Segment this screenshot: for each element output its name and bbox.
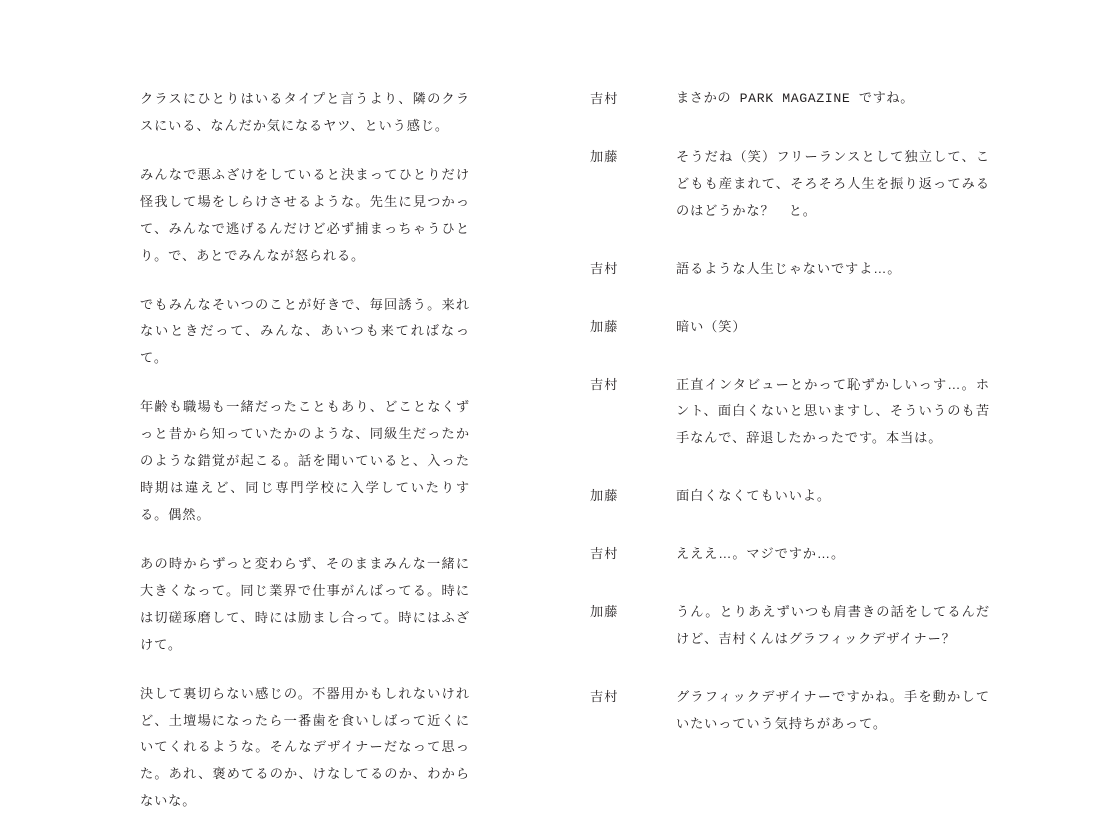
speaker-label: 吉村 xyxy=(590,688,619,704)
interview-exchange xyxy=(590,599,990,653)
speech-text: 正直インタビューとかって恥ずかしいっす…。ホント、面白くないと思いますし、そういうのも苦手なんで、辞退したかったです。本当は。 xyxy=(676,376,990,446)
speaker-label: 加藤 xyxy=(590,488,619,504)
interview-exchange xyxy=(590,372,990,453)
paragraph: みんなで悪ふざけをしていると決まってひとりだけ怪我して場をしらけさせるような。先生に見つかって、みんなで逃げるんだけど必ず捕まっちゃうひとり。で、あとでみんなが怒られる。 xyxy=(140,166,470,263)
speech-text: うん。とりあえずいつも肩書きの話をしてるんだけど、吉村くんはグラフィックデザイナー？ xyxy=(676,604,990,647)
interview-exchange xyxy=(590,541,990,568)
paragraph: 決して裏切らない感じの。不器用かもしれないけれど、土壇場になったら一番歯を食いしばって近くにいてくれるような。そんなデザイナーだなって思った。あれ、褒めてるのか、けなしてるのか、わからないな。 xyxy=(140,685,470,809)
speaker-label: 吉村 xyxy=(590,546,619,562)
speaker-label: 加藤 xyxy=(590,148,619,164)
paragraph: クラスにひとりはいるタイプと言うより、隣のクラスにいる、なんだか気になるヤツ、という感じ。 xyxy=(140,91,470,133)
paragraph: あの時からずっと変わらず、そのままみんな一緒に大きくなって。同じ業界で仕事がんばってる。時には切磋琢磨して、時には励まし合って。時にはふざけて。 xyxy=(140,555,470,652)
paragraph: でもみんなそいつのことが好きで、毎回誘う。来れないときだって、みんな、あいつも来てればなって。 xyxy=(140,296,470,366)
speech-text: 語るような人生じゃないですよ…。 xyxy=(676,260,902,276)
speech-text: そうだね（笑）フリーランスとして独立して、こどもも産まれて、そろそろ人生を振り返ってみるのはどうかな？ と。 xyxy=(676,148,990,218)
interview-exchange xyxy=(590,256,990,283)
left-column xyxy=(140,86,470,815)
interview-exchange xyxy=(590,144,990,225)
speech-text: えええ…。マジですか…。 xyxy=(676,546,846,562)
speech-text: グラフィックデザイナーですかね。手を動かしていたいっていう気持ちがあって。 xyxy=(676,688,990,731)
speech-text: 暗い（笑） xyxy=(676,318,747,334)
paragraph: 年齢も職場も一緒だったこともあり、どことなくずっと昔から知っていたかのような、同級生だったかのような錯覚が起こる。話を聞いていると、入った時期は違えど、同じ専門学校に入学していたりする。偶然。 xyxy=(140,399,470,522)
speaker-label: 加藤 xyxy=(590,604,619,620)
interview-exchange xyxy=(590,483,990,510)
speech-text: まさかの PARK MAGAZINE ですね。 xyxy=(676,91,915,106)
speech-text: 面白くなくてもいいよ。 xyxy=(676,488,831,504)
right-column xyxy=(590,86,990,738)
interview-exchange xyxy=(590,314,990,341)
speaker-label: 吉村 xyxy=(590,376,619,392)
speaker-label: 吉村 xyxy=(590,91,619,106)
speaker-label: 加藤 xyxy=(590,318,619,334)
interview-exchange xyxy=(590,684,990,738)
interview-exchange xyxy=(590,86,990,113)
speaker-label: 吉村 xyxy=(590,260,619,276)
